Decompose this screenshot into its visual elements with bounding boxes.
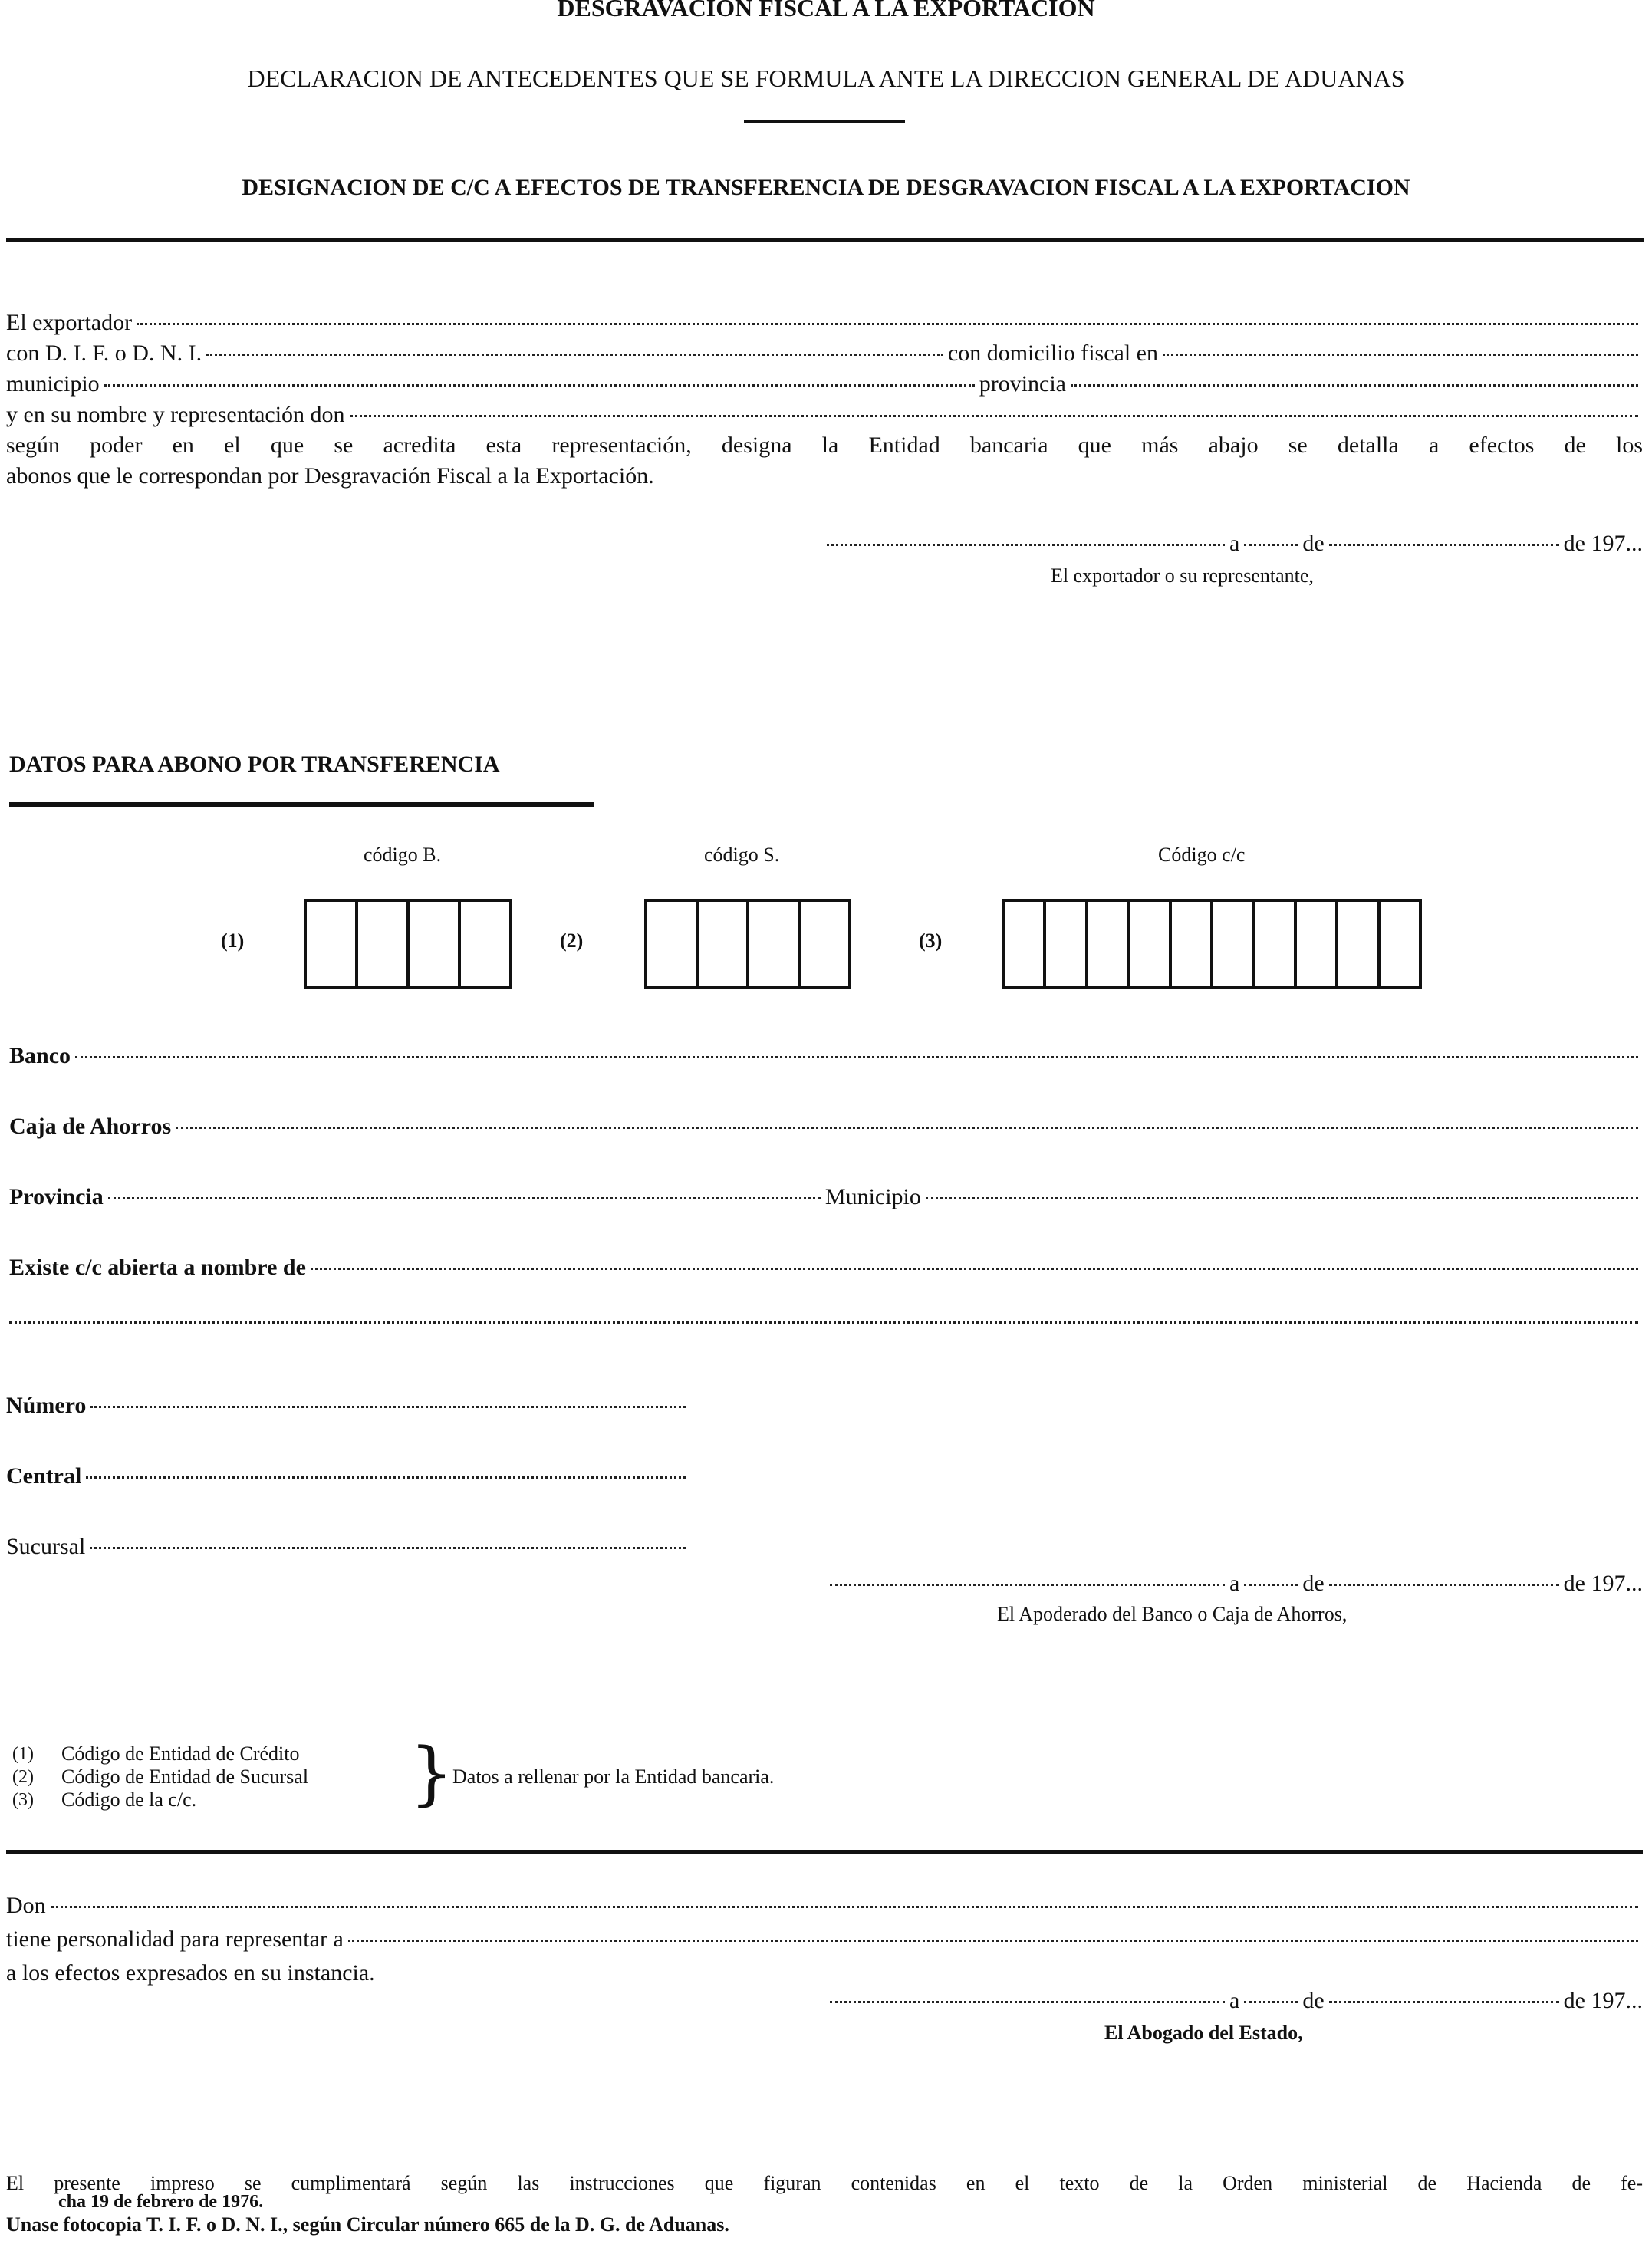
code-cc-cell[interactable] [1213,902,1255,986]
fill-line [90,1546,686,1549]
central-field[interactable] [6,1463,690,1489]
fill-line [350,414,1638,417]
representante-label: y en su nombre y representación don [6,402,345,427]
code-cc-label: Código c/c [1158,844,1246,866]
caja-label: Caja de Ahorros [9,1114,172,1139]
fill-line [1071,383,1638,387]
representante-field[interactable] [6,402,1643,428]
provincia-municipio-field[interactable] [9,1184,1643,1210]
lawyer-date-line[interactable] [825,1988,1643,2014]
marker-1: (1) [221,930,245,952]
code-s-cell[interactable] [699,902,750,986]
code-cc-cell[interactable] [1046,902,1088,986]
footer-instructions-line2: cha 19 de febrero de 1976. [58,2192,264,2212]
banco-field[interactable] [9,1043,1643,1069]
code-cc-cell[interactable] [1338,902,1380,986]
fill-line [86,1476,686,1479]
date-year: de 197... [1563,1988,1643,2013]
header-divider [6,238,1644,242]
fill-line [75,1055,1638,1058]
code-cc-cell[interactable] [1088,902,1130,986]
designation-paragraph-line1: según poder en el que se acredita esta representación, designa la Entidad bancaria que más abajo se detalla a efectos de los [6,433,1643,458]
fill-line [51,1905,1638,1908]
code-s-cell[interactable] [749,902,801,986]
fill-line [348,1939,1638,1942]
brace-note: Datos a rellenar por la Entidad bancaria. [452,1765,775,1788]
provincia-label: provincia [979,371,1066,397]
existe-label: Existe c/c abierta a nombre de [9,1255,306,1280]
don-label: Don [6,1893,46,1918]
code-b-cell[interactable] [461,902,509,986]
dni-label: con D. I. F. o D. N. I. [6,341,202,366]
brace-icon: } [410,1733,454,1814]
transfer-title-underline [9,802,594,807]
section-title: DESIGNACION DE C/C A EFECTOS DE TRANSFERENCIA DE DESGRAVACION FISCAL A LA EXPORTACION [242,175,1410,200]
bank-signature-caption: El Apoderado del Banco o Caja de Ahorros, [997,1603,1348,1625]
fill-line [108,1196,821,1199]
existe-field[interactable] [9,1255,1643,1281]
note-2-text: Código de Entidad de Sucursal [61,1765,309,1788]
form-title: DESGRAVACION FISCAL A LA EXPORTACION [557,0,1095,21]
fill-line [137,322,1638,325]
code-b-cell[interactable] [307,902,358,986]
sucursal-field[interactable] [6,1534,690,1560]
fill-line [90,1405,686,1408]
fill-line [311,1267,1638,1270]
footer-photocopy-note: Unase fotocopia T. I. F. o D. N. I., según Circular número 665 de la D. G. de Aduanas. [6,2213,729,2236]
lawyer-signature-caption: El Abogado del Estado, [1104,2022,1303,2044]
banco-label: Banco [9,1043,71,1068]
tiene-field[interactable] [6,1927,1643,1953]
code-cc-cell[interactable] [1381,902,1419,986]
fill-line [827,543,1225,546]
don-field[interactable] [6,1893,1643,1919]
fill-line [1329,1583,1559,1586]
exporter-signature-caption: El exportador o su representante, [1051,564,1314,587]
note-3-text: Código de la c/c. [61,1788,197,1811]
exporter-label: El exportador [6,310,133,335]
marker-2: (2) [560,930,584,952]
municipio-label: Municipio [824,1184,921,1209]
fill-line [206,353,943,356]
numero-label: Número [6,1393,87,1418]
date-a: a [1229,531,1240,556]
marker-3: (3) [919,930,943,952]
fill-line [1244,2000,1298,2003]
date-de: de [1302,531,1325,556]
transfer-section-title: DATOS PARA ABONO POR TRANSFERENCIA [9,752,500,777]
code-cc-boxes[interactable] [1002,899,1422,989]
numero-field[interactable] [6,1393,690,1419]
fill-line [830,1583,1225,1586]
efectos-text: a los efectos expresados en su instancia. [6,1960,375,1986]
code-b-cell[interactable] [410,902,461,986]
note-1-text: Código de Entidad de Crédito [61,1742,300,1765]
note-3-marker: (3) [12,1790,34,1810]
code-b-boxes[interactable] [304,899,512,989]
code-b-label: código B. [364,844,442,866]
fill-line [1244,1583,1298,1586]
code-s-cell[interactable] [647,902,699,986]
notes-divider [6,1850,1643,1854]
caja-field[interactable] [9,1114,1643,1140]
fill-line [176,1126,1638,1129]
code-cc-cell[interactable] [1255,902,1296,986]
fill-line [1244,543,1298,546]
fill-line [1329,2000,1559,2003]
footer-instructions-line1: El presente impreso se cumplimentará según las instrucciones que figuran contenidas en el texto de la Orden ministerial de Hacienda de fe- [6,2172,1643,2194]
date-a: a [1229,1571,1240,1596]
exporter-field[interactable] [6,310,1643,336]
date-a: a [1229,1988,1240,2013]
code-s-cell[interactable] [801,902,849,986]
code-cc-cell[interactable] [1130,902,1171,986]
form-subtitle: DECLARACION DE ANTECEDENTES QUE SE FORMULA ANTE LA DIRECCION GENERAL DE ADUANAS [247,64,1405,92]
fill-line [1329,543,1559,546]
short-divider [744,120,905,123]
code-cc-cell[interactable] [1005,902,1046,986]
note-2-marker: (2) [12,1767,34,1787]
date-year: de 197... [1563,531,1643,556]
municipio-field[interactable] [6,371,1643,397]
date-de: de [1302,1571,1325,1596]
sucursal-label: Sucursal [6,1534,86,1559]
note-1-marker: (1) [12,1744,34,1764]
tiene-label: tiene personalidad para representar a [6,1927,344,1952]
fill-line [104,383,975,387]
existe-continuation-field[interactable] [9,1325,1643,1328]
fill-line [830,2000,1225,2003]
fill-line [9,1321,1638,1324]
date-de: de [1302,1988,1325,2013]
code-cc-cell[interactable] [1297,902,1338,986]
municipio-label: municipio [6,371,100,397]
code-cc-cell[interactable] [1172,902,1213,986]
central-label: Central [6,1463,82,1489]
exporter-date-line[interactable] [822,531,1643,557]
code-s-boxes[interactable] [644,899,851,989]
code-s-label: código S. [704,844,780,866]
date-year: de 197... [1563,1571,1643,1596]
fill-line [1163,353,1638,356]
dni-field[interactable] [6,341,1643,367]
provincia-label: Provincia [9,1184,104,1209]
code-b-cell[interactable] [358,902,410,986]
fill-line [926,1196,1638,1199]
designation-paragraph-line2: abonos que le correspondan por Desgravación Fiscal a la Exportación. [6,463,654,489]
domicilio-label: con domicilio fiscal en [947,341,1158,366]
bank-date-line[interactable] [825,1571,1643,1597]
